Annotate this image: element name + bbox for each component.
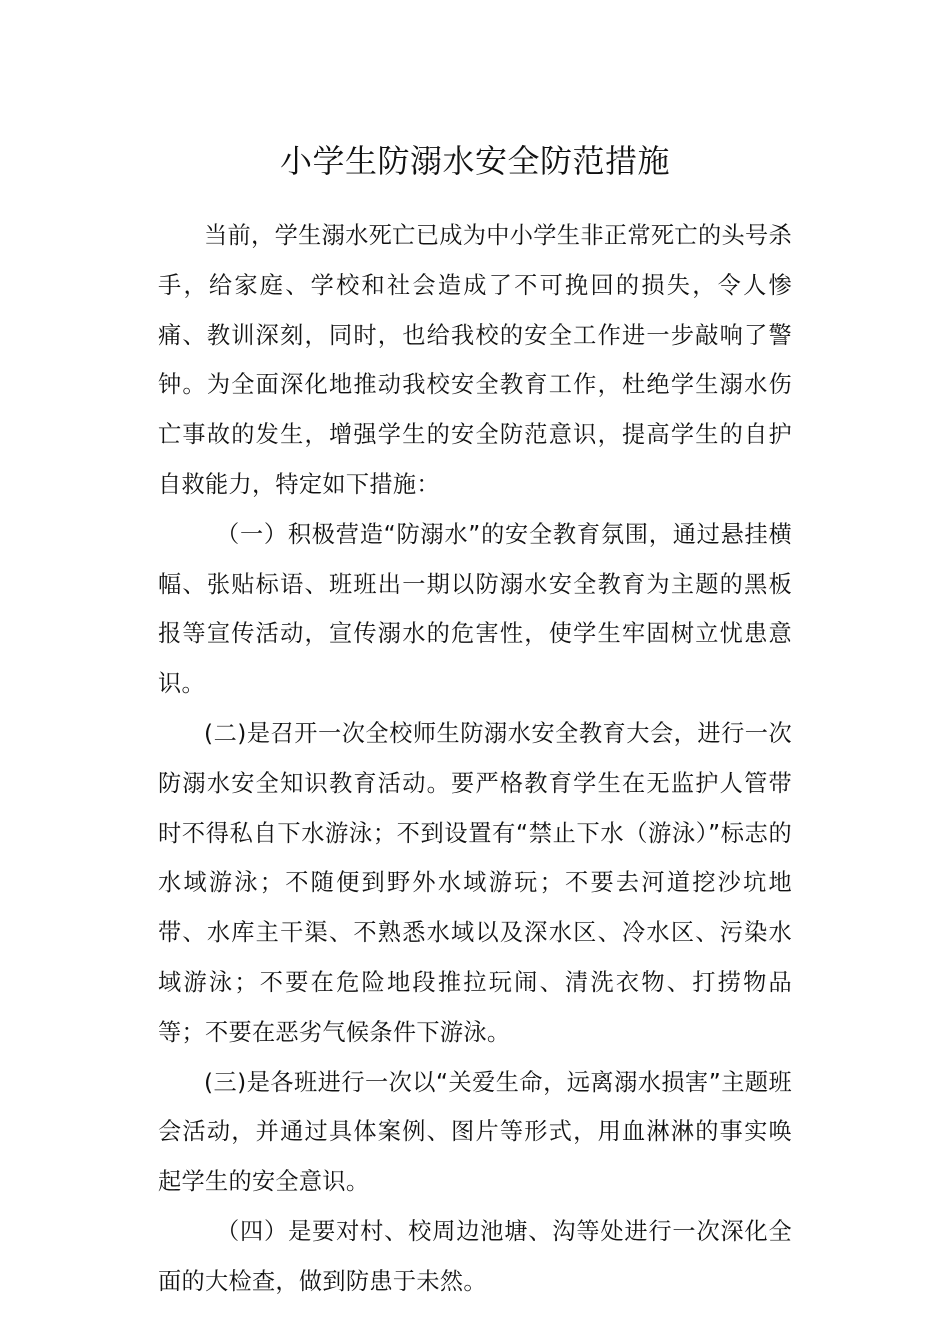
paragraph-measure-4: （四）是要对村、校周边池塘、沟等处进行一次深化全面的大检查，做到防患于未然。: [158, 1217, 792, 1295]
paragraph-measure-1: （一）积极营造“防溺水”的安全教育氛围，通过悬挂横幅、张贴标语、班班出一期以防溺水安全教育为主题的黑板报等宣传活动，宣传溺水的危害性，使学生牢固树立忧患意识。: [158, 520, 792, 698]
document-title: 小学生防溺水安全防范措施: [279, 142, 670, 180]
document-body: [158, 211, 792, 1307]
paragraph-measure-3: (三)是各班进行一次以“关爱生命，远离溺水损害”主题班会活动，并通过具体案例、图片等形式，用血淋淋的事实唤起学生的安全意识。: [158, 1068, 792, 1196]
paragraph-intro: 当前，学生溺水死亡已成为中小学生非正常死亡的头号杀手，给家庭、学校和社会造成了不可挽回的损失，令人惨痛、教训深刻，同时，也给我校的安全工作进一步敲响了警钟。为全面深化地推动我校安全教育工作，杜绝学生溺水伤亡事故的发生，增强学生的安全防范意识，提高学生的自护自救能力，特定如下措施：: [158, 222, 792, 498]
paragraph-measure-2: (二)是召开一次全校师生防溺水安全教育大会，进行一次防溺水安全知识教育活动。要严格教育学生在无监护人管带时不得私自下水游泳；不到设置有“禁止下水（游泳）”标志的水域游泳；不随便到野外水域游玩；不要去河道挖沙坑地带、水库主干渠、不熟悉水域以及深水区、冷水区、污染水域游泳；不要在危险地段推拉玩闹、清洗衣物、打捞物品等；不要在恶劣气候条件下游泳。: [158, 719, 792, 1046]
